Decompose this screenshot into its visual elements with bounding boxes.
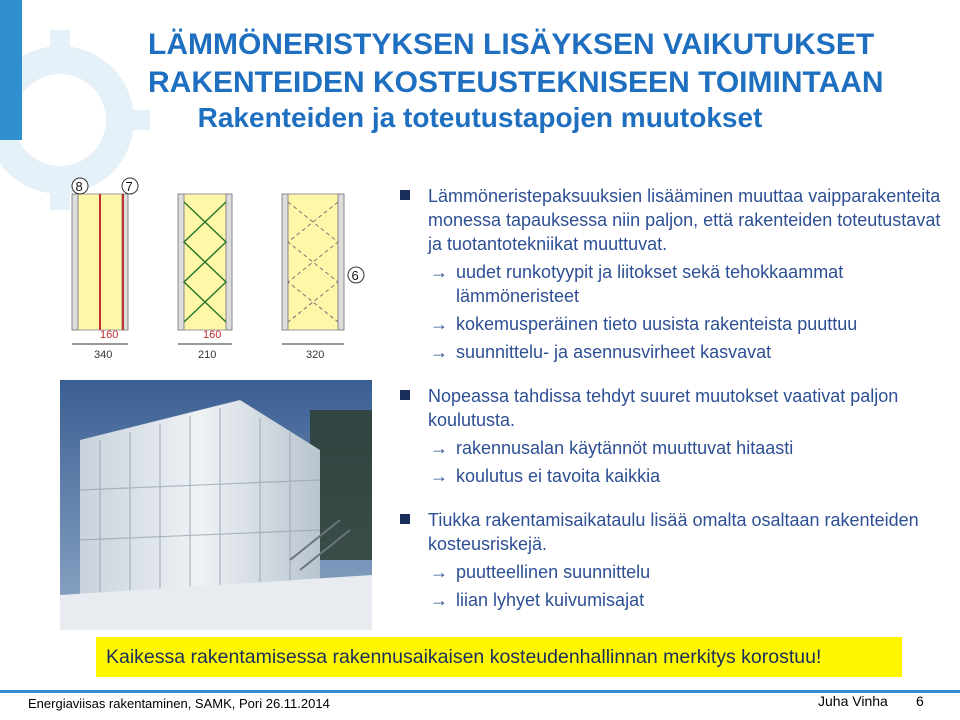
sub-text: rakennusalan käytännöt muuttuvat hitaasti [456,438,794,458]
arrow-icon: → [430,262,448,282]
bullet-1-sub-2 [398,312,958,336]
bullet-1-sub-1 [398,260,958,308]
footer-author: Juha Vinha [818,693,888,709]
footer-divider [0,690,960,693]
sub-text: puutteellinen suunnittelu [456,562,651,582]
sub-text: koulutus ei tavoita kaikkia [456,466,661,486]
dim-210: 210 [198,349,217,361]
square-bullet-icon [400,390,410,400]
slide-title [148,26,948,102]
sub-text: liian lyhyet kuivumisajat [456,590,645,610]
wall-section-3 [282,194,344,330]
page-number: 6 [916,693,924,709]
dim-160-a: 160 [100,329,119,341]
bullet-3-text: Tiukka rakentamisaikataulu lisää omalta osaltaan rakenteiden kosteusriskejä. [428,510,919,554]
highlight-text: Kaikessa rakentamisessa rakennusaikaisen kosteudenhallinnan merkitys korostuu! [106,645,822,668]
wall-section-diagram [60,172,370,372]
bullet-2 [398,384,958,432]
wall-section-2 [178,194,232,330]
highlight-box [96,637,902,677]
bullet-2-text: Nopeassa tahdissa tehdyt suuret muutokset vaativat paljon koulutusta. [428,386,899,430]
wall-section-1 [72,194,128,330]
bullet-list [398,184,958,612]
bullet-1 [398,184,958,256]
arrow-icon: → [430,590,448,610]
construction-site-photo [60,380,372,630]
dim-340: 340 [94,349,113,361]
sub-text: uudet runkotyypit ja liitokset sekä tehokkaammat lämmöneristeet [456,262,844,306]
bullet-1-sub-3 [398,340,958,364]
bullet-3-sub-1 [398,560,958,584]
bullet-2-sub-1 [398,436,958,460]
bullet-3-sub-2 [398,588,958,612]
marker-7-label: 7 [125,179,133,194]
marker-6-label: 6 [351,268,359,283]
arrow-icon: → [430,314,448,334]
square-bullet-icon [400,514,410,524]
sub-text: suunnittelu- ja asennusvirheet kasvavat [456,342,772,362]
bullet-1-text: Lämmöneristepaksuuksien lisääminen muuttaa vaipparakenteita monessa tapauksessa niin paljon, että rakenteiden toteutustavat ja tuotantotekniikat muuttuvat. [428,186,941,254]
bullet-3 [398,508,958,556]
bullet-2-sub-2 [398,464,958,488]
sub-text: kokemusperäinen tieto uusista rakenteista puuttuu [456,314,858,334]
dim-160-b: 160 [203,329,222,341]
arrow-icon: → [430,562,448,582]
footer-event: Energiaviisas rakentaminen, SAMK, Pori 26.11.2014 [28,696,330,711]
arrow-icon: → [430,342,448,362]
square-bullet-icon [400,190,410,200]
slide-subtitle: Rakenteiden ja toteutustapojen muutokset [197,102,763,133]
arrow-icon: → [430,438,448,458]
title-line-1: LÄMMÖNERISTYKSEN LISÄYKSEN VAIKUTUKSET [148,28,875,61]
dim-320: 320 [306,349,325,361]
title-line-2: RAKENTEIDEN KOSTEUSTEKNISEEN TOIMINTAAN [148,66,884,99]
arrow-icon: → [430,466,448,486]
marker-8-label: 8 [75,179,83,194]
